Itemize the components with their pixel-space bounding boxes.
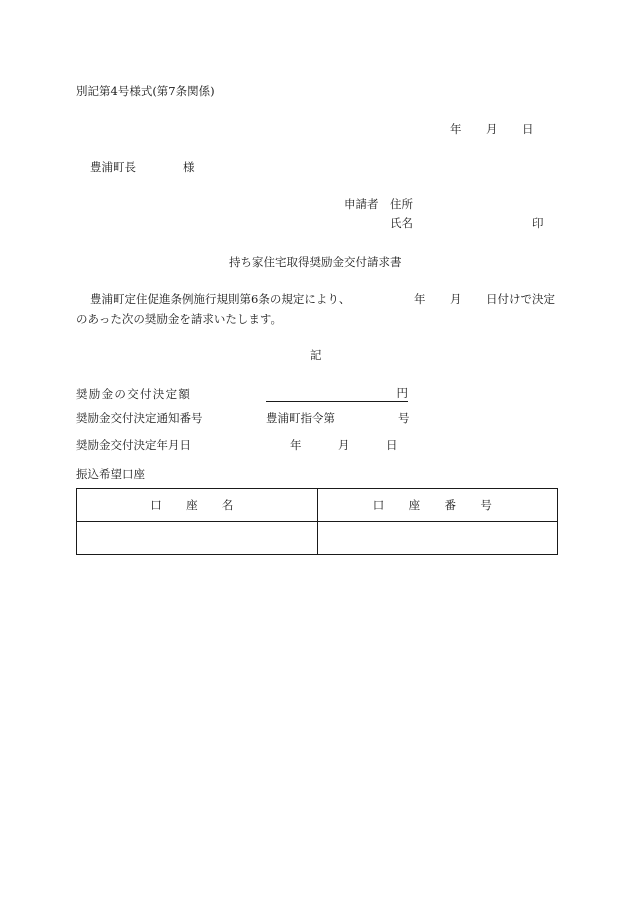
account-name-header (77, 489, 318, 522)
notice-number-prefix: 豊浦町指令第 (266, 411, 335, 425)
notice-number-label: 奨励金交付決定通知番号 (76, 411, 203, 425)
account-table-input-row (77, 522, 558, 555)
seal-mark: 印 (532, 216, 544, 230)
applicant-label: 申請者 (344, 197, 379, 211)
decision-date-day: 日 (386, 438, 398, 452)
account-number-cell[interactable] (318, 522, 558, 555)
body-year-label: 年 (414, 292, 426, 306)
account-table-header-row (77, 489, 558, 522)
body-text-line2: のあった次の奨励金を請求いたします。 (76, 312, 282, 326)
notice-number-suffix: 号 (398, 411, 410, 425)
addressee-title: 豊浦町長 (90, 160, 136, 174)
amount-unit: 円 (396, 386, 408, 400)
decision-date-month: 月 (338, 438, 350, 452)
amount-label: 奨励金の交付決定額 (76, 387, 192, 401)
document-title: 持ち家住宅取得奨励金交付請求書 (229, 255, 402, 269)
date-year-label: 年 (450, 122, 462, 136)
addressee-honorific: 様 (183, 160, 195, 174)
address-label: 住所 (390, 197, 413, 211)
account-name-cell[interactable] (77, 522, 318, 555)
decision-date-year: 年 (290, 438, 302, 452)
account-number-header-text: 口 座 番 号 (372, 498, 503, 512)
account-section-label: 振込希望口座 (76, 467, 145, 481)
form-id: 別記第4号様式(第7条関係) (76, 84, 215, 98)
body-text-part2: 日付けで決定 (486, 292, 555, 306)
date-day-label: 日 (522, 122, 534, 136)
body-month-label: 月 (450, 292, 462, 306)
name-label: 氏名 (390, 216, 413, 230)
account-table (76, 488, 558, 555)
date-month-label: 月 (486, 122, 498, 136)
amount-field (266, 388, 408, 402)
account-number-header (318, 489, 558, 522)
body-text-part1: 豊浦町定住促進条例施行規則第6条の規定により、 (90, 292, 351, 306)
decision-date-label: 奨励金交付決定年月日 (76, 438, 191, 452)
ki-heading: 記 (310, 348, 322, 362)
account-name-header-text: 口 座 名 (150, 498, 244, 512)
